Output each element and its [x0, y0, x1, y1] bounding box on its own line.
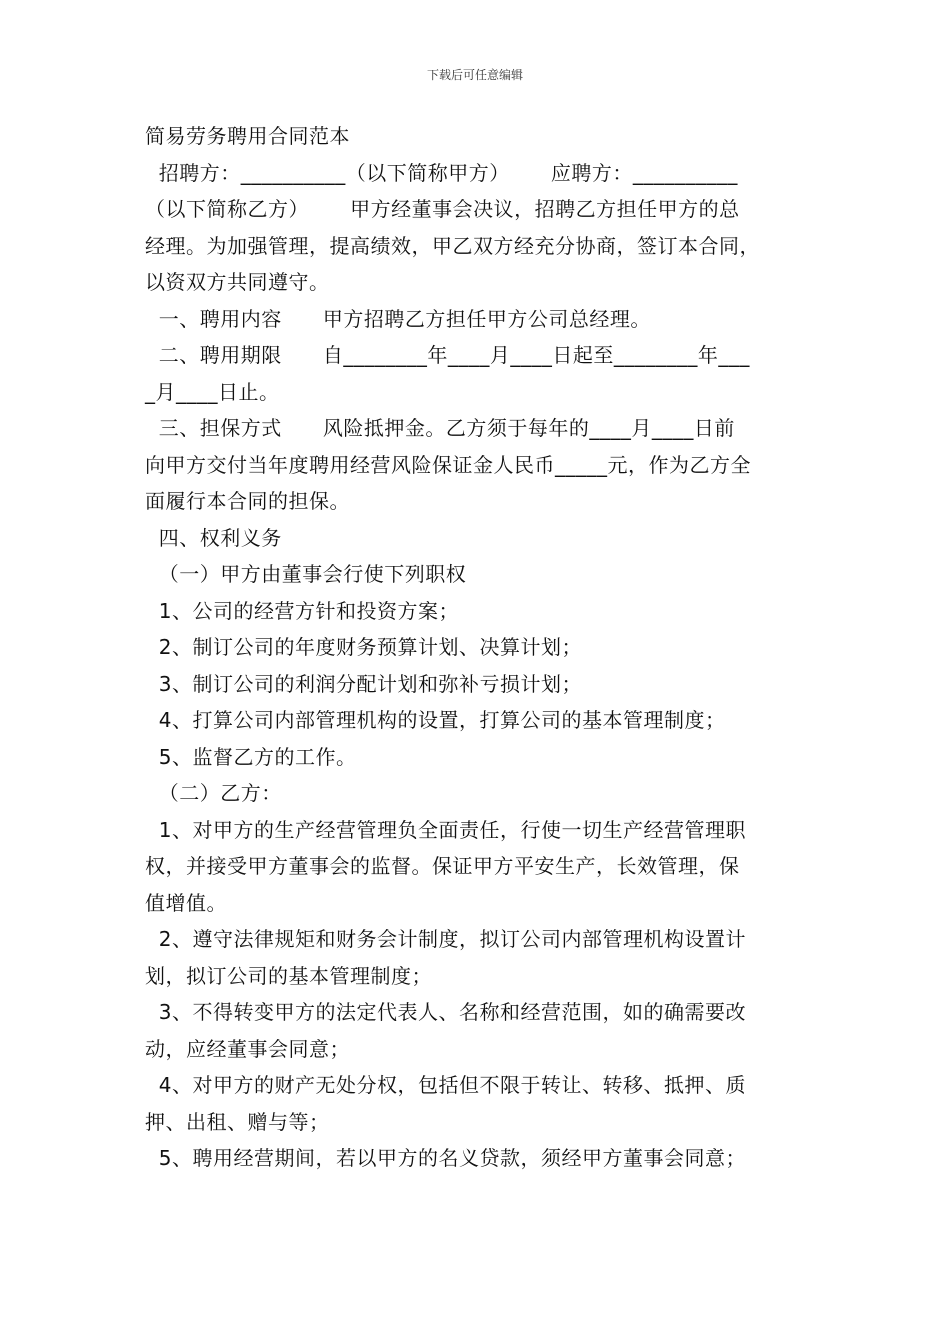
text-line: 3、制订公司的利润分配计划和弥补亏损计划；: [145, 671, 582, 696]
text-line: 1、公司的经营方针和投资方案；: [145, 598, 459, 623]
text-line: 二、聘用期限 自________年____月____日起至________年___: [145, 343, 750, 367]
text-line: 权，并接受甲方董事会的监督。保证甲方平安生产，长效管理，保: [145, 854, 740, 878]
text-line: 划，拟订公司的基本管理制度；: [145, 963, 432, 988]
text-line: 押、出租、赠与等；: [145, 1109, 330, 1134]
text-line: 4、对甲方的财产无处分权，包括但不限于转让、转移、抵押、质: [145, 1073, 746, 1097]
text-line: （二）乙方：: [145, 781, 282, 805]
text-line: 5、聘用经营期间，若以甲方的名义贷款，须经甲方董事会同意；: [145, 1146, 746, 1170]
text-line: 2、遵守法律规矩和财务会计制度，拟订公司内部管理机构设置计: [145, 927, 746, 951]
text-line: 经理。为加强管理，提高绩效，甲乙双方经充分协商，签订本合同，: [145, 233, 760, 258]
text-line: 4、打算公司内部管理机构的设置，打算公司的基本管理制度；: [145, 708, 726, 732]
text-line: 四、权利义务: [145, 525, 282, 550]
text-line: 5、监督乙方的工作。: [145, 744, 357, 769]
text-line: 3、不得转变甲方的法定代表人、名称和经营范围，如的确需要改: [145, 1000, 746, 1024]
document-title: 简易劳务聘用合同范本: [145, 124, 350, 148]
text-line: 招聘方：__________（以下简称甲方） 应聘方：__________: [145, 160, 738, 185]
header-note: 下载后可任意编辑: [426, 68, 523, 82]
text-line: 值增值。: [145, 890, 227, 915]
text-line: 动，应经董事会同意；: [145, 1036, 350, 1061]
text-line: 以资双方共同遵守。: [145, 270, 330, 294]
text-line: _月____日止。: [145, 379, 280, 404]
text-line: （一）甲方由董事会行使下列职权: [145, 562, 467, 586]
text-line: 一、聘用内容 甲方招聘乙方担任甲方公司总经理。: [145, 306, 651, 331]
text-line: 向甲方交付当年度聘用经营风险保证金人民币_____元，作为乙方全: [145, 452, 751, 477]
document-body: [145, 118, 820, 1177]
text-line: 面履行本合同的担保。: [145, 489, 350, 513]
text-line: （以下简称乙方） 甲方经董事会决议，招聘乙方担任甲方的总: [145, 197, 740, 221]
text-line: 1、对甲方的生产经营管理负全面责任，行使一切生产经营管理职: [145, 817, 746, 842]
text-line: 2、制订公司的年度财务预算计划、决算计划；: [145, 635, 582, 659]
text-line: 三、担保方式 风险抵押金。乙方须于每年的____月____日前: [145, 416, 735, 440]
